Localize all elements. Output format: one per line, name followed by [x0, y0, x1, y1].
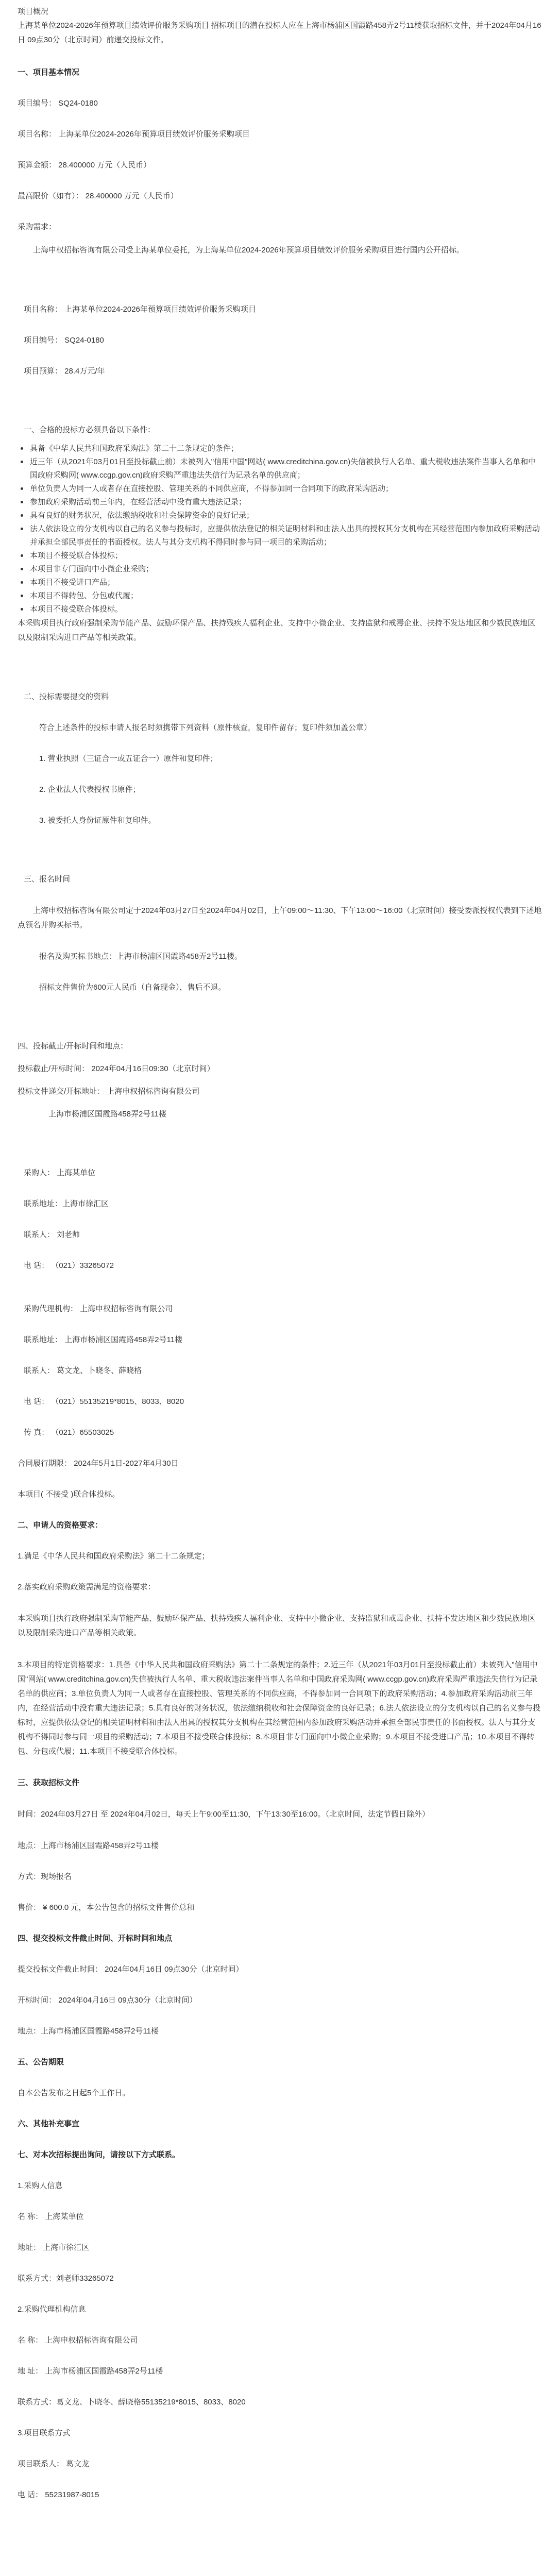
consortium-note: 本项目( 不接受 )联合体投标。: [18, 1490, 120, 1499]
section-4-title: 三、报名时间: [24, 875, 71, 884]
bid-address-detail: 上海市杨浦区国霞路458弄2号11楼: [48, 1110, 166, 1118]
contact-group-buyer: 1.采购人信息: [18, 2181, 63, 2190]
materials-item: 1. 营业执照（三证合一或五证合一）原件和复印件；: [39, 754, 218, 763]
contact-project-phone: 电 话： 55231987-8015: [18, 2490, 99, 2499]
agent-phone: 电 话： （021）55135219*8015、8033、8020: [24, 1397, 184, 1406]
bid-submit-address: 投标文件递交/开标地址： 上海申权招标咨询有限公司: [18, 1087, 200, 1096]
requirement-list: [18, 442, 542, 616]
obtain-docs-time: 时间：2024年03月27日 至 2024年04月02日，每天上午9:00至11:30，下午13:30至16:00。（北京时间，法定节假日除外）: [18, 1810, 430, 1819]
materials-intro: 符合上述条件的投标申请人报名时须携带下列资料（原件核查，复印件留存；复印件须加盖公章）: [39, 723, 372, 732]
registration-time: 上海申权招标咨询有限公司定于2024年03月27日至2024年04月02日，上午09:00～11:30、下午13:00～16:00（北京时间）接受委派授权代表到下述地点领名并购买标书。: [18, 906, 542, 929]
obtain-docs-method: 方式：现场报名: [18, 1872, 72, 1881]
list-item: 参加政府采购活动前三年内，在经营活动中没有重大违法记录；: [27, 496, 542, 509]
contact-buyer-phone: 联系方式：刘老师33265072: [18, 2274, 114, 2283]
list-item: 本项目不接受联合体投标。: [27, 603, 542, 616]
obtain-docs-title: 三、获取招标文件: [18, 1778, 80, 1787]
demand-text: 上海申权招标咨询有限公司受上海某单位委托，为上海某单位2024-2026年预算项目绩效评价服务采购项目进行国内公开招标。: [33, 246, 464, 255]
section-3-title: 二、投标需要提交的资料: [24, 692, 109, 701]
contact-agent-address: 地 址： 上海市杨浦区国霞路458弄2号11楼: [18, 2367, 163, 2376]
registration-place: 报名及购买标书地点：上海市杨浦区国霞路458弄2号11楼。: [39, 952, 242, 961]
list-item: 本项目不接受联合体投标；: [27, 549, 542, 563]
contract-period: 合同履行期限： 2024年5月1日-2027年4月30日: [18, 1459, 179, 1468]
list-item: 具有良好的财务状况，依法缴纳税收和社会保障资金的良好记录；: [27, 509, 542, 522]
contact-buyer-name: 名 称： 上海某单位: [18, 2212, 84, 2221]
demand-label: 采购需求：: [18, 223, 57, 231]
overview-text: 上海某单位2024-2026年预算项目绩效评价服务采购项目 招标项目的潜在投标人应在上海市杨浦区国霞路458弄2号11楼获取招标文件，并于2024年04月16日 09点30分（北京时间）前递交投标文件。: [18, 21, 541, 44]
item-number: 项目编号： SQ24-0180: [24, 336, 104, 345]
opening-time: 开标时间： 2024年04月16日 09点30分（北京时间）: [18, 1996, 197, 2005]
project-number: 项目编号： SQ24-0180: [18, 99, 98, 108]
submission-title: 四、提交投标文件截止时间、开标时间和地点: [18, 1934, 173, 1943]
notice-period-title: 五、公告期限: [18, 2058, 64, 2066]
qualification-item-2: 2.落实政府采购政策需满足的资格要求：: [18, 1583, 156, 1591]
submission-deadline: 提交投标文件截止时间： 2024年04月16日 09点30分（北京时间）: [18, 1965, 244, 1974]
list-item: 近三年（从2021年03月01日至投标截止前）未被列入"信用中国"网站( www.creditchina.gov.cn)失信被执行人名单、重大税收违法案件当事人名单和中国政府采购网( www.ccgp.gov.cn)政府采购严重违法失信行为记录名单的供应商；: [27, 455, 542, 482]
buyer-phone: 电 话： （021）33265072: [24, 1261, 114, 1270]
contact-section-title: 七、对本次招标提出询问，请按以下方式联系。: [18, 2150, 180, 2159]
contact-project-person: 项目联系人： 葛文龙: [18, 2460, 90, 2468]
list-item: 本项目不接受进口产品；: [27, 576, 542, 589]
list-item: 本项目非专门面向中小微企业采购；: [27, 563, 542, 576]
section-2-title: 一、合格的投标方必须具备以下条件：: [24, 426, 156, 434]
materials-item: 3. 被委托人身份证原件和复印件。: [39, 816, 156, 825]
contact-group-project: 3.项目联系方式: [18, 2429, 71, 2437]
other-matters-title: 六、其他补充事宜: [18, 2120, 80, 2128]
qualification-item-1: 1.满足《中华人民共和国政府采购法》第二十二条规定；: [18, 1552, 210, 1561]
contact-buyer-address: 地址： 上海市徐汇区: [18, 2243, 90, 2252]
contact-agent-phone: 联系方式：葛文龙、卜晓冬、薛晓格55135219*8015、8033、8020: [18, 2398, 246, 2406]
obtain-docs-price: 售价： ¥ 600.0 元，本公告包含的招标文件售价总和: [18, 1903, 195, 1912]
document-fee: 招标文件售价为600元人民币（自备现金），售后不退。: [39, 983, 226, 992]
section-1-title: 一、项目基本情况: [18, 68, 80, 77]
notice-period-text: 自本公告发布之日起5个工作日。: [18, 2089, 130, 2097]
buyer-name: 采购人： 上海某单位: [24, 1168, 96, 1177]
agent-name: 采购代理机构： 上海申权招标咨询有限公司: [24, 1304, 173, 1313]
contact-group-agent: 2.采购代理机构信息: [18, 2305, 86, 2314]
item-name: 项目名称： 上海某单位2024-2026年预算项目绩效评价服务采购项目: [24, 305, 256, 314]
section-5-title: 四、投标截止/开标时间和地点：: [18, 1042, 128, 1050]
qualification-title: 二、申请人的资格要求：: [18, 1521, 103, 1530]
qualification-policy: 本采购项目执行政府强制采购节能产品、鼓励环保产品、扶持残疾人福利企业、支持中小微企业、支持监狱和戒毒企业、扶持不发达地区和少数民族地区以及限制采购进口产品等相关政策。: [18, 1614, 536, 1637]
list-item: 具备《中华人民共和国政府采购法》第二十二条规定的条件；: [27, 442, 542, 455]
agent-contact: 联系人： 葛文龙、卜晓冬、薛晓格: [24, 1366, 142, 1375]
list-item: 单位负责人为同一人或者存在直接控股、管理关系的不同供应商，不得参加同一合同项下的政府采购活动；: [27, 482, 542, 496]
list-item: 法人依法设立的分支机构以自己的名义参与投标时，应提供依法登记的相关证明材料和由法人出具的授权其分支机构在其经营范围内参加政府采购活动并承担全部民事责任的书面授权。法人与其分支机构不得同时参与同一项目的采购活动；: [27, 522, 542, 549]
overview-label: 项目概况: [18, 7, 49, 16]
bid-deadline: 投标截止/开标时间： 2024年04月16日09:30（北京时间）: [18, 1064, 215, 1073]
list-item: 本项目不得转包、分包或代履；: [27, 589, 542, 603]
opening-place: 地点：上海市杨浦区国霞路458弄2号11楼: [18, 2027, 159, 2036]
budget-amount: 预算金额： 28.400000 万元（人民币）: [18, 161, 151, 170]
max-price: 最高限价（如有）： 28.400000 万元（人民币）: [18, 192, 178, 200]
policy-text: 本采购项目执行政府强制采购节能产品、鼓励环保产品、扶持残疾人福利企业、支持中小微企业、支持监狱和戒毒企业、扶持不发达地区和少数民族地区以及限制采购进口产品等相关政策。: [18, 619, 536, 642]
agent-fax: 传 真： （021）65503025: [24, 1428, 114, 1437]
qualification-item-3: 3.本项目的特定资格要求：1.具备《中华人民共和国政府采购法》第二十二条规定的条件；2.近三年（从2021年03月01日至投标截止前）未被列入"信用中国"网站( www.creditchina.gov.cn)失信被执行人名单、重大税收违法案件当事人名单和中国政府采购网( www.ccgp.gov.cn)政府采购严重违法失信行为记录名单的供应商；3.单位负责人为同一人或者存在直接控股、管理关系的不同供应商，不得参加同一合同项下的政府采购活动；4.参加政府采购活动前三年内，在经营活动中没有重大违法记录；5.具有良好的财务状况，依法缴纳税收和社会保障资金的良好记录；6.法人依法设立的分支机构以自己的名义参与投标时，应提供依法登记的相关证明材料和由法人出具的授权其分支机构在其经营范围内参加政府采购活动并承担全部民事责任的书面授权。法人与其分支机构不得同时参与同一项目的采购活动；7.本项目不接受联合体投标；8.本项目非专门面向中小微企业采购；9.本项目不接受进口产品；10.本项目不得转包、分包或代履；11.本项目不接受联合体投标。: [18, 1660, 541, 1756]
buyer-address: 联系地址：上海市徐汇区: [24, 1199, 109, 1208]
contact-agent-name: 名 称： 上海申权招标咨询有限公司: [18, 2336, 138, 2345]
materials-item: 2. 企业法人代表授权书原件；: [39, 785, 141, 794]
item-budget: 项目预算： 28.4万元/年: [24, 367, 105, 376]
obtain-docs-place: 地点：上海市杨浦区国霞路458弄2号11楼: [18, 1841, 159, 1850]
buyer-contact: 联系人： 刘老师: [24, 1230, 80, 1239]
agent-address: 联系地址： 上海市杨浦区国霞路458弄2号11楼: [24, 1335, 183, 1344]
project-name: 项目名称： 上海某单位2024-2026年预算项目绩效评价服务采购项目: [18, 130, 250, 139]
